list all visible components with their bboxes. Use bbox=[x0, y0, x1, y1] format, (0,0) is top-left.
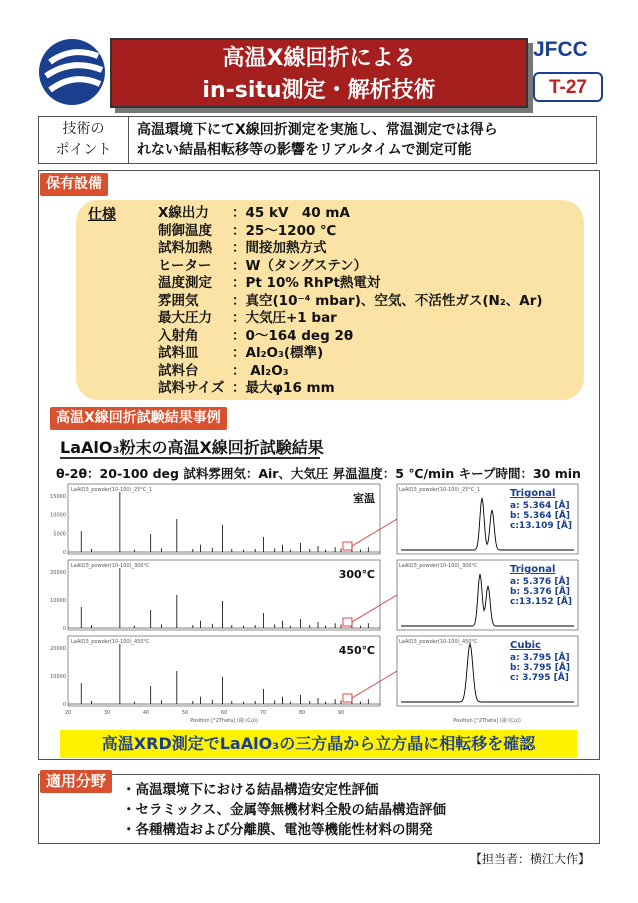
point-text-line-2: れない結晶相転移等の影響をリアルタイムで測定可能 bbox=[137, 142, 472, 158]
xrd-zoom-marker bbox=[343, 542, 352, 550]
equipment-tag: 保有設備 bbox=[40, 173, 108, 196]
lattice-phase: Cubic bbox=[510, 640, 541, 651]
lattice-a: a: 3.795 [Å] bbox=[510, 653, 570, 663]
spec-key: 試料サイズ bbox=[158, 380, 225, 396]
zoom-panel-filename: LaAlO3_powder(10-100)_300°C bbox=[399, 563, 478, 569]
spec-value: ：0～164 deg 2θ bbox=[232, 327, 354, 344]
xrd-x-tick: 20 bbox=[64, 710, 72, 716]
spec-value: ：45 kV 40 mA bbox=[232, 205, 350, 221]
spec-key: ヒーター bbox=[158, 257, 212, 274]
xrd-zoom-marker bbox=[343, 618, 352, 626]
zoom-connector bbox=[352, 671, 397, 698]
jfcc-logo-icon bbox=[36, 36, 108, 108]
lattice-b: b: 5.364 [Å] bbox=[510, 511, 570, 521]
apply-item-3: ・各種構造および分離膜、電池等機能性材料の開発 bbox=[122, 822, 433, 838]
spec-row bbox=[158, 239, 327, 258]
spec-row bbox=[158, 292, 543, 311]
lattice-b: b: 3.795 [Å] bbox=[510, 663, 570, 673]
xrd-panel-filename: LaAlO3_powder(10-100)_450°C bbox=[71, 639, 150, 645]
spec-key: X線出力 bbox=[158, 205, 209, 221]
xrd-panel-frame bbox=[68, 636, 380, 706]
spec-row bbox=[158, 327, 353, 346]
apply-item-1: ・高温環境下における結晶構造安定性評価 bbox=[122, 782, 379, 798]
page-title bbox=[110, 38, 528, 108]
xrd-x-tick: 70 bbox=[259, 710, 267, 716]
lattice-phase: Trigonal bbox=[510, 564, 556, 575]
xrd-y-tick: 10000 bbox=[50, 598, 66, 604]
spec-heading: 仕様 bbox=[88, 207, 116, 223]
xrd-chart bbox=[50, 480, 582, 728]
results-title: LaAlO₃粉末の高温X線回折試験結果 bbox=[60, 435, 324, 458]
spec-row bbox=[158, 362, 289, 381]
spec-value: ：真空(10⁻⁴ mbar)、空気、不活性ガス(N₂、Ar) bbox=[232, 292, 543, 309]
title-line-2: in-situ測定・解析技術 bbox=[202, 78, 436, 103]
spec-key: 試料台 bbox=[158, 362, 199, 379]
xrd-panel-temperature: 室温 bbox=[353, 492, 375, 505]
person-in-charge: 【担当者：横江大作】 bbox=[470, 852, 591, 866]
spec-row bbox=[158, 379, 335, 398]
xrd-y-tick: 10000 bbox=[50, 512, 66, 519]
measurement-conditions: θ-2θ：20-100 deg 試料雰囲気：Air、大気圧 昇温温度：5 ℃/min キープ時間：30 min bbox=[56, 466, 581, 481]
xrd-x-tick: 30 bbox=[103, 710, 111, 716]
apply-item-2: ・セラミックス、金属等無機材料全般の結晶構造評価 bbox=[122, 802, 446, 818]
lattice-c: c:13.152 [Å] bbox=[510, 597, 572, 607]
lattice-c: c:13.109 [Å] bbox=[510, 521, 572, 531]
xrd-y-tick: 15000 bbox=[50, 494, 66, 500]
lattice-a: a: 5.364 [Å] bbox=[510, 501, 570, 511]
spec-row bbox=[158, 274, 380, 293]
xrd-y-tick: 0 bbox=[62, 626, 66, 632]
xrd-x-tick: 40 bbox=[142, 710, 150, 716]
spec-row bbox=[158, 257, 367, 276]
point-label-line-2: ポイント bbox=[55, 142, 112, 158]
xrd-panel-filename: LaAlO3_powder(10-100)_300°C bbox=[71, 563, 150, 569]
xrd-panel-temperature: 300℃ bbox=[338, 568, 375, 581]
spec-row bbox=[158, 344, 323, 363]
apply-tag: 適用分野 bbox=[40, 770, 112, 793]
xrd-panel-temperature: 450℃ bbox=[338, 644, 375, 657]
spec-value: ：Al₂O₃(標準) bbox=[232, 345, 324, 361]
spec-row bbox=[158, 204, 350, 223]
spec-value: ：Pt 10% RhPt熱電対 bbox=[232, 275, 381, 291]
spec-key: 温度測定 bbox=[158, 275, 212, 291]
xrd-x-tick: 80 bbox=[298, 710, 306, 716]
spec-value: ：大気圧+1 bar bbox=[232, 310, 337, 326]
point-text-line-1: 高温環境下にてX線回折測定を実施し、常温測定では得ら bbox=[137, 122, 498, 138]
spec-value: ：間接加熱方式 bbox=[232, 240, 327, 256]
document-code: T-27 bbox=[533, 72, 603, 102]
spec-key: 試料皿 bbox=[158, 345, 199, 361]
spec-value: ：25～1200 ℃ bbox=[232, 222, 337, 239]
lattice-b: b: 5.376 [Å] bbox=[510, 587, 570, 597]
xrd-x-tick: 50 bbox=[181, 710, 189, 716]
xrd-y-tick: 10000 bbox=[50, 674, 66, 680]
zoom-connector bbox=[352, 595, 397, 622]
lattice-c: c: 3.795 [Å] bbox=[510, 673, 569, 683]
point-label-line-1: 技術の bbox=[62, 121, 105, 137]
spec-key: 最大圧力 bbox=[158, 310, 212, 326]
point-label bbox=[38, 116, 129, 164]
spec-key: 入射角 bbox=[158, 327, 199, 344]
conclusion-banner: 高温XRD測定でLaAlO₃の三方晶から立方晶に相転移を確認 bbox=[60, 730, 577, 758]
spec-key: 雰囲気 bbox=[158, 292, 199, 309]
spec-value: ：最大φ16 mm bbox=[232, 380, 335, 396]
zoom-connector bbox=[352, 519, 397, 546]
zoom-x-label: Position [°2Theta] (銅 (Cu)) bbox=[453, 718, 521, 724]
xrd-y-tick: 20000 bbox=[50, 646, 66, 652]
xrd-panel-frame bbox=[68, 560, 380, 630]
spec-key: 制御温度 bbox=[158, 222, 212, 239]
spec-row bbox=[158, 222, 336, 241]
results-tag: 高温X線回折試験結果事例 bbox=[50, 407, 227, 430]
zoom-panel-filename: LaAlO3_powder(10-100)_25°C_1 bbox=[399, 487, 481, 493]
spec-value: ：W（タングステン） bbox=[232, 257, 368, 274]
xrd-y-tick: 0 bbox=[62, 702, 66, 708]
xrd-x-tick: 60 bbox=[220, 710, 228, 716]
title-line-1: 高温X線回折による bbox=[222, 46, 416, 71]
spec-value: ： Al₂O₃ bbox=[232, 362, 289, 379]
xrd-y-tick: 0 bbox=[62, 550, 66, 556]
xrd-y-tick: 5000 bbox=[53, 531, 66, 538]
xrd-panel-filename: LaAlO3_powder(10-100)_25°C_1 bbox=[71, 487, 153, 493]
org-name: JFCC bbox=[533, 38, 588, 61]
spec-row bbox=[158, 309, 337, 328]
lattice-phase: Trigonal bbox=[510, 488, 556, 499]
xrd-x-tick: 90 bbox=[337, 710, 345, 716]
xrd-zoom-marker bbox=[343, 694, 352, 702]
point-text bbox=[129, 116, 597, 164]
spec-key: 試料加熱 bbox=[158, 240, 212, 256]
xrd-x-label: Position [°2Theta] (銅 (Cu)) bbox=[190, 718, 258, 724]
zoom-panel-filename: LaAlO3_powder(10-100)_450°C bbox=[399, 639, 478, 645]
xrd-y-tick: 20000 bbox=[50, 570, 66, 576]
lattice-a: a: 5.376 [Å] bbox=[510, 577, 570, 587]
xrd-panel-frame bbox=[68, 484, 380, 554]
